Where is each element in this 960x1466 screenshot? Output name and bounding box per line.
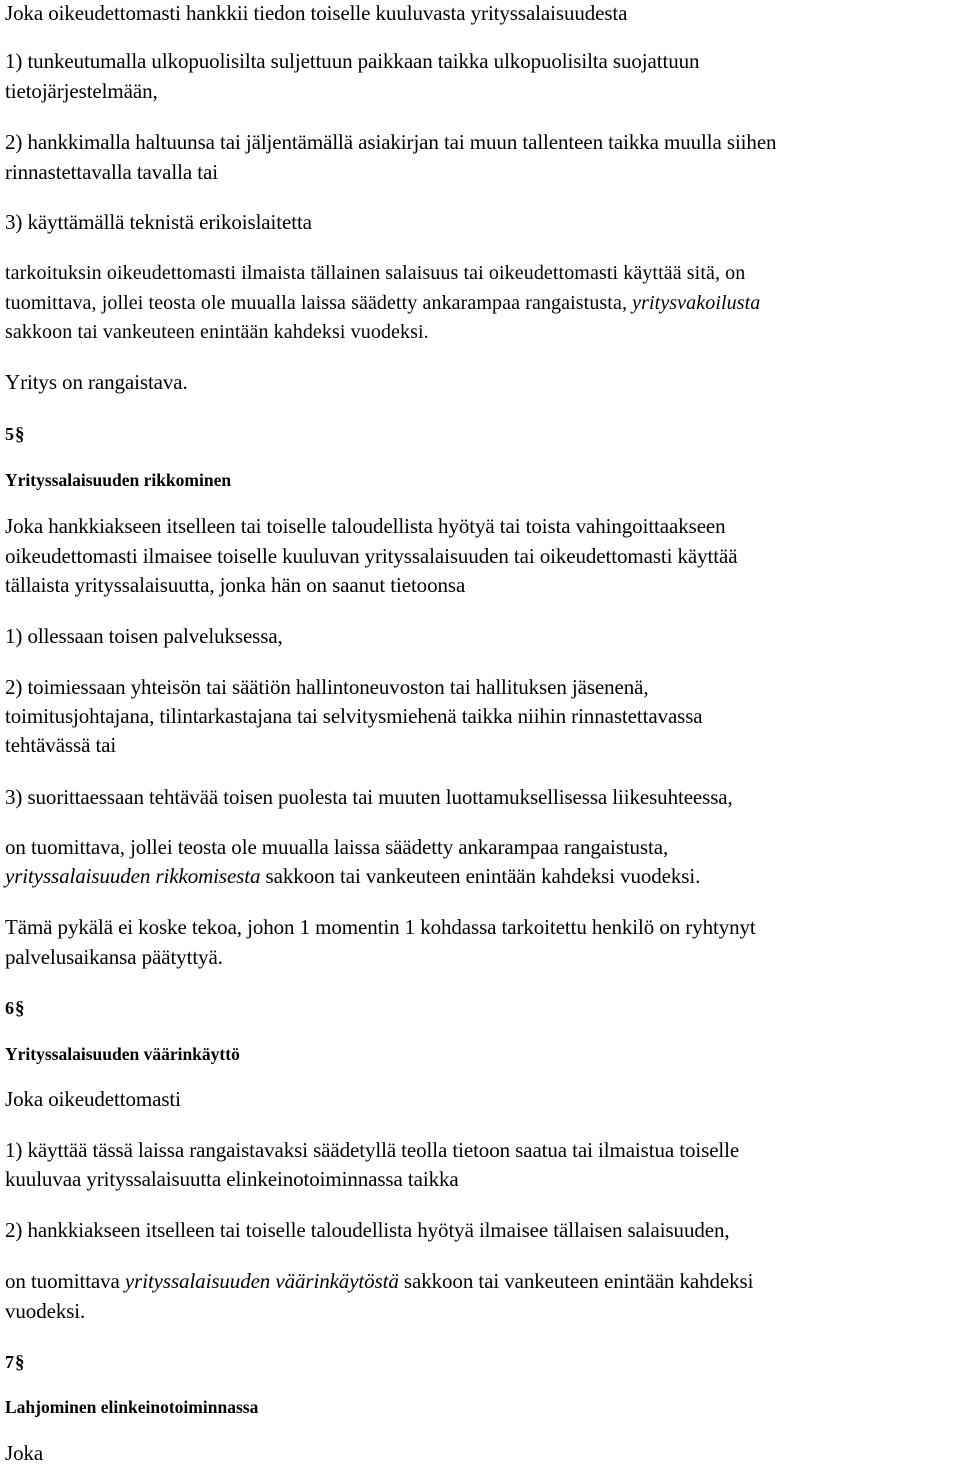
list-item-continuation: rinnastettavalla tavalla tai [5,160,218,184]
paragraph-text: sakkoon tai vankeuteen enintään kahdeksi vuodeksi. [260,864,701,888]
paragraph-line: Joka [5,1441,44,1465]
section-number-value: 5 [5,424,14,444]
list-item-continuation: tietojärjestelmään, [5,79,158,103]
section-number-value: 7 [5,1352,14,1372]
section-title: Yrityssalaisuuden rikkominen [5,470,232,490]
paragraph-line: tällaista yrityssalaisuutta, jonka hän on saanut tietoonsa [5,573,466,597]
paragraph-text: tuomittava, jollei teosta ole muualla laissa säädetty ankarampaa rangaistusta, [5,292,633,314]
list-item: 3) käyttämällä teknistä erikoislaitetta [5,210,312,234]
paragraph-line: Joka hankkiakseen itselleen tai toiselle taloudellista hyötyä tai toista vahingoittaakseen [5,514,726,538]
paragraph-line: sakkoon tai vankeuteen enintään kahdeksi vuodeksi. [5,321,429,343]
section-sign: § [15,1352,25,1373]
list-item-continuation: tehtävässä tai [5,733,117,757]
list-item: 1) ollessaan toisen palveluksessa, [5,624,283,648]
paragraph-line [5,1268,753,1294]
list-item: 2) hankkiakseen itselleen tai toiselle taloudellista hyötyä ilmaisee tällaisen salaisuuden, [5,1218,730,1242]
paragraph-line: Yritys on rangaistava. [5,370,188,394]
section-number [5,423,25,446]
section-number [5,997,25,1020]
paragraph-line: palvelusaikansa päätyttyä. [5,945,223,969]
paragraph-line: Tämä pykälä ei koske tekoa, johon 1 momentin 1 kohdassa tarkoitettu henkilö on ryhtynyt [5,915,756,939]
paragraph-line [5,290,760,316]
list-item: 1) tunkeutumalla ulkopuolisilta suljettuun paikkaan taikka ulkopuolisilta suojattuun [5,49,700,73]
section-number-value: 6 [5,998,14,1018]
list-item: 1) käyttää tässä laissa rangaistavaksi säädetyllä teolla tietoon saatua tai ilmaistua toiselle [5,1138,740,1162]
section-sign: § [15,998,25,1019]
section-title: Lahjominen elinkeinotoiminnassa [5,1397,259,1417]
emphasized-term: yrityssalaisuuden väärinkäytöstä [124,1269,399,1293]
paragraph-line [5,863,700,889]
list-item: 2) toimiessaan yhteisön tai säätiön hallintoneuvoston tai hallituksen jäsenenä, [5,675,649,699]
paragraph-line: oikeudettomasti ilmaisee toiselle kuuluvan yrityssalaisuuden tai oikeudettomasti käyttää [5,544,738,568]
list-item-continuation: toimitusjohtajana, tilintarkastajana tai selvitysmiehenä taikka niihin rinnastettavassa [5,704,703,728]
section-number [5,1351,25,1374]
paragraph-line: Joka oikeudettomasti [5,1087,181,1111]
list-item-continuation: kuuluvaa yrityssalaisuutta elinkeinotoiminnassa taikka [5,1167,459,1191]
emphasized-term: yrityssalaisuuden rikkomisesta [5,864,261,888]
paragraph-line: tarkoituksin oikeudettomasti ilmaista tällainen salaisuus tai oikeudettomasti käyttää sitä, on [5,262,746,284]
list-item: 3) suorittaessaan tehtävää toisen puolesta tai muuten luottamuksellisessa liikesuhteessa, [5,785,733,809]
section-sign: § [15,424,25,445]
paragraph-line: vuodeksi. [5,1299,86,1323]
paragraph-text: on tuomittava [5,1269,125,1293]
emphasized-term: yritysvakoilusta [632,292,761,314]
list-item: 2) hankkimalla haltuunsa tai jäljentämällä asiakirjan tai muun tallenteen taikka muulla siihen [5,130,777,154]
paragraph-line: on tuomittava, jollei teosta ole muualla laissa säädetty ankarampaa rangaistusta, [5,835,669,859]
section-title: Yrityssalaisuuden väärinkäyttö [5,1044,240,1064]
paragraph-line: Joka oikeudettomasti hankkii tiedon toiselle kuuluvasta yrityssalaisuudesta [5,1,628,25]
paragraph-text: sakkoon tai vankeuteen enintään kahdeksi [398,1269,754,1293]
